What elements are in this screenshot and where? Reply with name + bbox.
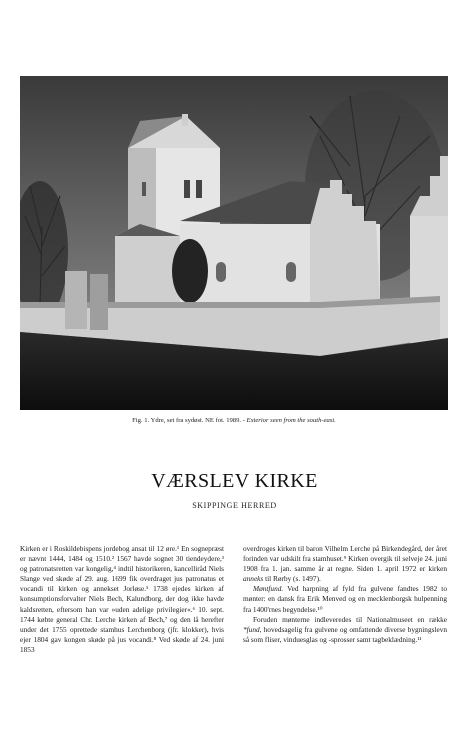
caption-english: Exterior seen from the south-east.: [246, 417, 336, 424]
paragraph-text: overdroges kirken til baron Vilhelm Lerche på Birkendegård, der året forinden var udskilt fra stamhuset.⁹ Kirken overgik til selveje 24. juni 1908 fra 1. jan. samme år at regne. Siden 1. april 1972 er kirken: [243, 544, 447, 574]
text-column-right: [243, 544, 447, 645]
paragraph-italic: anneks: [243, 574, 264, 584]
paragraph-text: Foruden mønterne indleveredes til Nationalmuseet en række: [253, 614, 447, 624]
paragraph-text: hovedsagelig fra gulvene og omfattende diverse bygningslevn så som fliser, vinduesglas og -sprosser samt tagbeklædning.¹¹: [243, 624, 447, 644]
paragraph: [243, 615, 447, 645]
page-title: VÆRSLEV KIRKE: [151, 470, 318, 492]
paragraph: [243, 544, 447, 584]
caption-main: Fig. 1. Ydre, set fra sydøst. NE fot. 1989. -: [132, 417, 247, 424]
paragraph: [243, 584, 447, 614]
figure-caption: [20, 417, 448, 425]
section-label: Møntfund.: [253, 584, 284, 594]
church-photo: [20, 76, 448, 410]
paragraph: Kirken er i Roskildebispens jordebog ansat til 12 øre.¹ En sognepræst er nævnt 1444, 1484 og 1510.² 1567 havde sognet 30 tiendeydere,³ og patronatsretten var kongelig,⁴ indtil historikeren, kancelliråd Niels Slange ved skøde af 29. aug. 1699 fik overdraget jus patronatus et vocandi til kirken og annekset Jorløse.⁵ 1738 ejedes kirken af konsumptionsforvalter Niels Bech, Kalundborg, der dog ikke havde kaldsretten, eftersom han var »uden adelige privilegier«.⁶ 10. sept. 1744 købte general Chr. Lerche kirken af Bech,⁷ og den lå herefter under det 1755 oprettede stamhus Lerchenborg (jfr. klokker), hvis ejer 1804 gav kongen skøde på jus vocandi.⁸ Ved skøde af 24. juni 1853: [20, 544, 224, 654]
page-subtitle: SKIPPINGE HERRED: [192, 501, 277, 510]
paragraph-text: til Rørby (s. 1497).: [263, 574, 321, 584]
paragraph-italic: *fund,: [243, 624, 262, 634]
text-column-left: [20, 544, 224, 655]
paragraph-text: Ved harpning af fyld fra gulvene fandtes 1982 to mønter: en dansk fra Erik Menved og en mecklenborgsk hulpenning fra 1400'rnes begyndelse.¹⁰: [243, 584, 447, 614]
